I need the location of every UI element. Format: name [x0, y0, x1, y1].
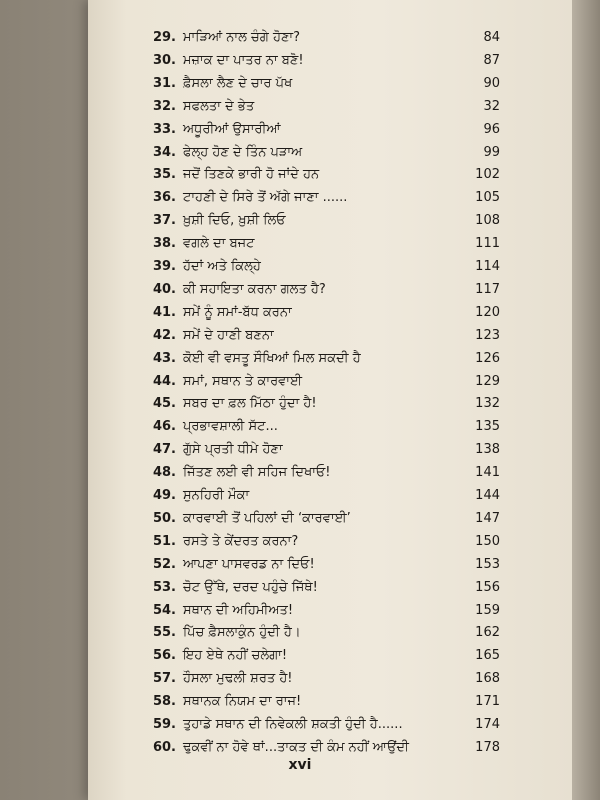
toc-entry — [0, 465, 600, 487]
toc-entry-number: 58. — [152, 694, 176, 710]
toc-entry-number: 43. — [152, 350, 176, 366]
toc-entry-page: 99 — [483, 144, 500, 160]
toc-entry-page: 147 — [475, 510, 500, 526]
toc-entry — [0, 419, 600, 441]
toc-entry-title: ਤੁਹਾਡੇ ਸਥਾਨ ਦੀ ਨਿਵੇਕਲੀ ਸ਼ਕਤੀ ਹੁੰਦੀ ਹੈ...... — [183, 717, 403, 732]
toc-entry-number: 55. — [152, 625, 176, 641]
toc-entry — [0, 213, 600, 235]
toc-entry-title: ਖ਼ੁਸ਼ੀ ਦਿਓ, ਖ਼ੁਸ਼ੀ ਲਿਓ — [183, 213, 286, 229]
toc-entry-title: ਸਥਾਨਕ ਨਿਯਮ ਦਾ ਰਾਜ! — [183, 694, 302, 710]
toc-entry-number: 44. — [152, 373, 176, 389]
toc-entry — [0, 580, 600, 602]
toc-entry-number: 60. — [152, 739, 176, 755]
toc-entry — [0, 717, 600, 739]
toc-entry-page: 165 — [475, 648, 500, 664]
toc-entry — [0, 30, 600, 52]
toc-entry-page: 138 — [475, 442, 500, 458]
toc-entry-title: ਸਮਾਂ, ਸਥਾਨ ਤੇ ਕਾਰਵਾਈ — [183, 373, 303, 389]
toc-entry-title: ਸਮੇਂ ਨੂੰ ਸਮਾਂ-ਬੱਧ ਕਰਨਾ — [183, 304, 292, 320]
toc-entry — [0, 396, 600, 418]
toc-entry — [0, 648, 600, 670]
toc-entry-title: ਫ਼ੈਸਲਾ ਲੈਣ ਦੇ ਚਾਰ ਪੱਖ — [183, 75, 293, 91]
toc-entry — [0, 53, 600, 75]
toc-entry — [0, 351, 600, 373]
toc-entry-number: 30. — [152, 52, 176, 68]
toc-entry-number: 52. — [152, 556, 176, 572]
toc-entry-title: ਹੌਸਲਾ ਮੁਢਲੀ ਸ਼ਰਤ ਹੈ! — [183, 671, 293, 687]
toc-entry-page: 132 — [475, 396, 500, 412]
toc-entry-number: 33. — [152, 121, 176, 137]
toc-entry — [0, 328, 600, 350]
toc-entry-number: 57. — [152, 671, 176, 687]
toc-entry-page: 126 — [475, 350, 500, 366]
toc-entry-number: 54. — [152, 602, 176, 618]
toc-entry-number: 56. — [152, 648, 176, 664]
toc-entry-title: ਕੋਈ ਵੀ ਵਸਤੂ ਸੌਖਿਆਂ ਮਿਲ ਸਕਦੀ ਹੈ — [183, 350, 361, 366]
toc-entry-title: ਹੱਦਾਂ ਅਤੇ ਕਿਲ੍ਹੇ — [183, 259, 261, 274]
toc-entry-number: 41. — [152, 304, 176, 320]
toc-entry — [0, 282, 600, 304]
toc-entry-title: ਕਾਰਵਾਈ ਤੋਂ ਪਹਿਲਾਂ ਦੀ ‘ਕਾਰਵਾਈ’ — [183, 510, 351, 526]
toc-entry-page: 114 — [475, 259, 500, 274]
toc-entry-number: 48. — [152, 465, 176, 481]
toc-entry-title: ਚੋਟ ਉੱਥੇ, ਦਰਦ ਪਹੁੰਚੇ ਜਿੱਥੇ! — [183, 579, 318, 595]
toc-entry-number: 35. — [152, 167, 176, 183]
toc-entry-number: 59. — [152, 717, 176, 732]
toc-entry-title: ਸਮੇਂ ਦੇ ਹਾਣੀ ਬਣਨਾ — [183, 327, 274, 343]
toc-entry-page: 174 — [475, 717, 500, 732]
toc-entry — [0, 374, 600, 396]
toc-entry-title: ਢੁਕਵੀਂ ਨਾ ਹੋਵੇ ਥਾਂ...ਤਾਕਤ ਦੀ ਕੰਮ ਨਹੀਂ ਆਉਂਦੀ — [183, 739, 409, 755]
toc-entry-page: 87 — [483, 52, 500, 68]
toc-entry — [0, 76, 600, 98]
toc-entry-title: ਜਦੋਂ ਤਿਣਕੇ ਭਾਰੀ ਹੋ ਜਾਂਦੇ ਹਨ — [183, 167, 320, 183]
toc-entry-number: 42. — [152, 327, 176, 343]
toc-entry — [0, 625, 600, 647]
toc-entry-title: ਆਪਣਾ ਪਾਸਵਰਡ ਨਾ ਦਿਓ! — [183, 556, 315, 572]
toc-entry-page: 150 — [475, 533, 500, 549]
toc-entry-number: 40. — [152, 281, 176, 297]
toc-entry — [0, 442, 600, 464]
toc-entry-number: 31. — [152, 75, 176, 91]
toc-entry — [0, 145, 600, 167]
toc-entry-page: 168 — [475, 671, 500, 687]
toc-entry-number: 32. — [152, 98, 176, 114]
toc-entry — [0, 534, 600, 556]
toc-entry-number: 29. — [152, 30, 176, 45]
toc-entry-page: 111 — [475, 236, 500, 252]
toc-entry-title: ਜਿੱਤਣ ਲਈ ਵੀ ਸਹਿਜ ਦਿਖਾਓ! — [183, 465, 331, 481]
toc-entry — [0, 603, 600, 625]
toc-entry-title: ਇਹ ਏਥੇ ਨਹੀਂ ਚਲੇਗਾ! — [183, 648, 288, 664]
toc-entry-title: ਸਥਾਨ ਦੀ ਅਹਿਮੀਅਤ! — [183, 602, 294, 618]
toc-entry — [0, 236, 600, 258]
page-number-footer: xvi — [288, 757, 312, 773]
toc-entry — [0, 99, 600, 121]
toc-entry-title: ਰਸਤੇ ਤੇ ਕੇਂਦਰਤ ਕਰਨਾ? — [183, 533, 299, 549]
toc-entry-title: ਸਬਰ ਦਾ ਫ਼ਲ ਮਿੱਠਾ ਹੁੰਦਾ ਹੈ! — [183, 396, 317, 412]
toc-entry-page: 32 — [483, 98, 500, 114]
toc-entry-page: 162 — [475, 625, 500, 641]
toc-entry — [0, 305, 600, 327]
toc-entry-page: 129 — [475, 373, 500, 389]
toc-entry-title: ਮਾੜਿਆਂ ਨਾਲ ਚੰਗੇ ਹੋਣਾ? — [183, 30, 301, 45]
toc-entry-title: ਗੁੱਸੇ ਪ੍ਰਤੀ ਧੀਮੇ ਹੋਣਾ — [183, 442, 283, 458]
toc-entry-number: 50. — [152, 510, 176, 526]
toc-entry-page: 144 — [475, 488, 500, 503]
toc-entry — [0, 511, 600, 533]
toc-entry-title: ਟਾਹਣੀ ਦੇ ਸਿਰੇ ਤੋਂ ਅੱਗੇ ਜਾਣਾ ...... — [183, 190, 348, 206]
toc-entry-page: 159 — [475, 602, 500, 618]
toc-entry-number: 53. — [152, 579, 176, 595]
toc-entry-title: ਮਜ਼ਾਕ ਦਾ ਪਾਤਰ ਨਾ ਬਣੋ! — [183, 52, 304, 68]
toc-entry-number: 45. — [152, 396, 176, 412]
toc-entry-page: 171 — [475, 694, 500, 710]
toc-entry-page: 108 — [475, 213, 500, 229]
toc-entry-page: 123 — [475, 327, 500, 343]
toc-entry — [0, 694, 600, 716]
toc-entry — [0, 122, 600, 144]
toc-entry-number: 38. — [152, 236, 176, 252]
toc-entry-number: 34. — [152, 144, 176, 160]
toc-entry-page: 156 — [475, 579, 500, 595]
toc-entry-title: ਕੀ ਸਹਾਇਤਾ ਕਰਨਾ ਗਲਤ ਹੈ? — [183, 281, 326, 297]
toc-entry-page: 96 — [483, 121, 500, 137]
toc-entry-title: ਸੁਨਹਿਰੀ ਮੌਕਾ — [183, 488, 250, 503]
toc-entry-page: 105 — [475, 190, 500, 206]
toc-entry — [0, 190, 600, 212]
toc-entry-page: 102 — [475, 167, 500, 183]
toc-entry-number: 51. — [152, 533, 176, 549]
toc-entry — [0, 557, 600, 579]
toc-entry-page: 120 — [475, 304, 500, 320]
toc-entry-title: ਪ੍ਰਭਾਵਸ਼ਾਲੀ ਸੱਟ... — [183, 419, 278, 435]
toc-entry-number: 36. — [152, 190, 176, 206]
toc-entry-number: 47. — [152, 442, 176, 458]
toc-entry-page: 84 — [483, 30, 500, 45]
toc-entry — [0, 259, 600, 281]
toc-entry — [0, 671, 600, 693]
toc-entry-page: 141 — [475, 465, 500, 481]
toc-entry-title: ਪਿੱਚ ਫ਼ੈਸਲਾਕੁੰਨ ਹੁੰਦੀ ਹੈ। — [183, 625, 301, 641]
toc-entry-number: 37. — [152, 213, 176, 229]
toc-entry-page: 153 — [475, 556, 500, 572]
toc-entry-page: 90 — [483, 75, 500, 91]
toc-entry-page: 117 — [475, 281, 500, 297]
toc-entry-title: ਫੇਲ੍ਹ ਹੋਣ ਦੇ ਤਿੰਨ ਪੜਾਅ — [183, 144, 303, 160]
toc-entry-number: 39. — [152, 259, 176, 274]
toc-entry — [0, 488, 600, 510]
toc-entry-title: ਵਗਲੇ ਦਾ ਬਜਟ — [183, 236, 255, 252]
toc-entry-number: 46. — [152, 419, 176, 435]
toc-entry-page: 178 — [475, 739, 500, 755]
toc-entry-title: ਅਧੂਰੀਆਂ ਉਸਾਰੀਆਂ — [183, 121, 281, 137]
toc-entry-page: 135 — [475, 419, 500, 435]
toc-entry — [0, 167, 600, 189]
toc-entry-number: 49. — [152, 488, 176, 503]
toc-entry-title: ਸਫਲਤਾ ਦੇ ਭੇਤ — [183, 98, 255, 114]
